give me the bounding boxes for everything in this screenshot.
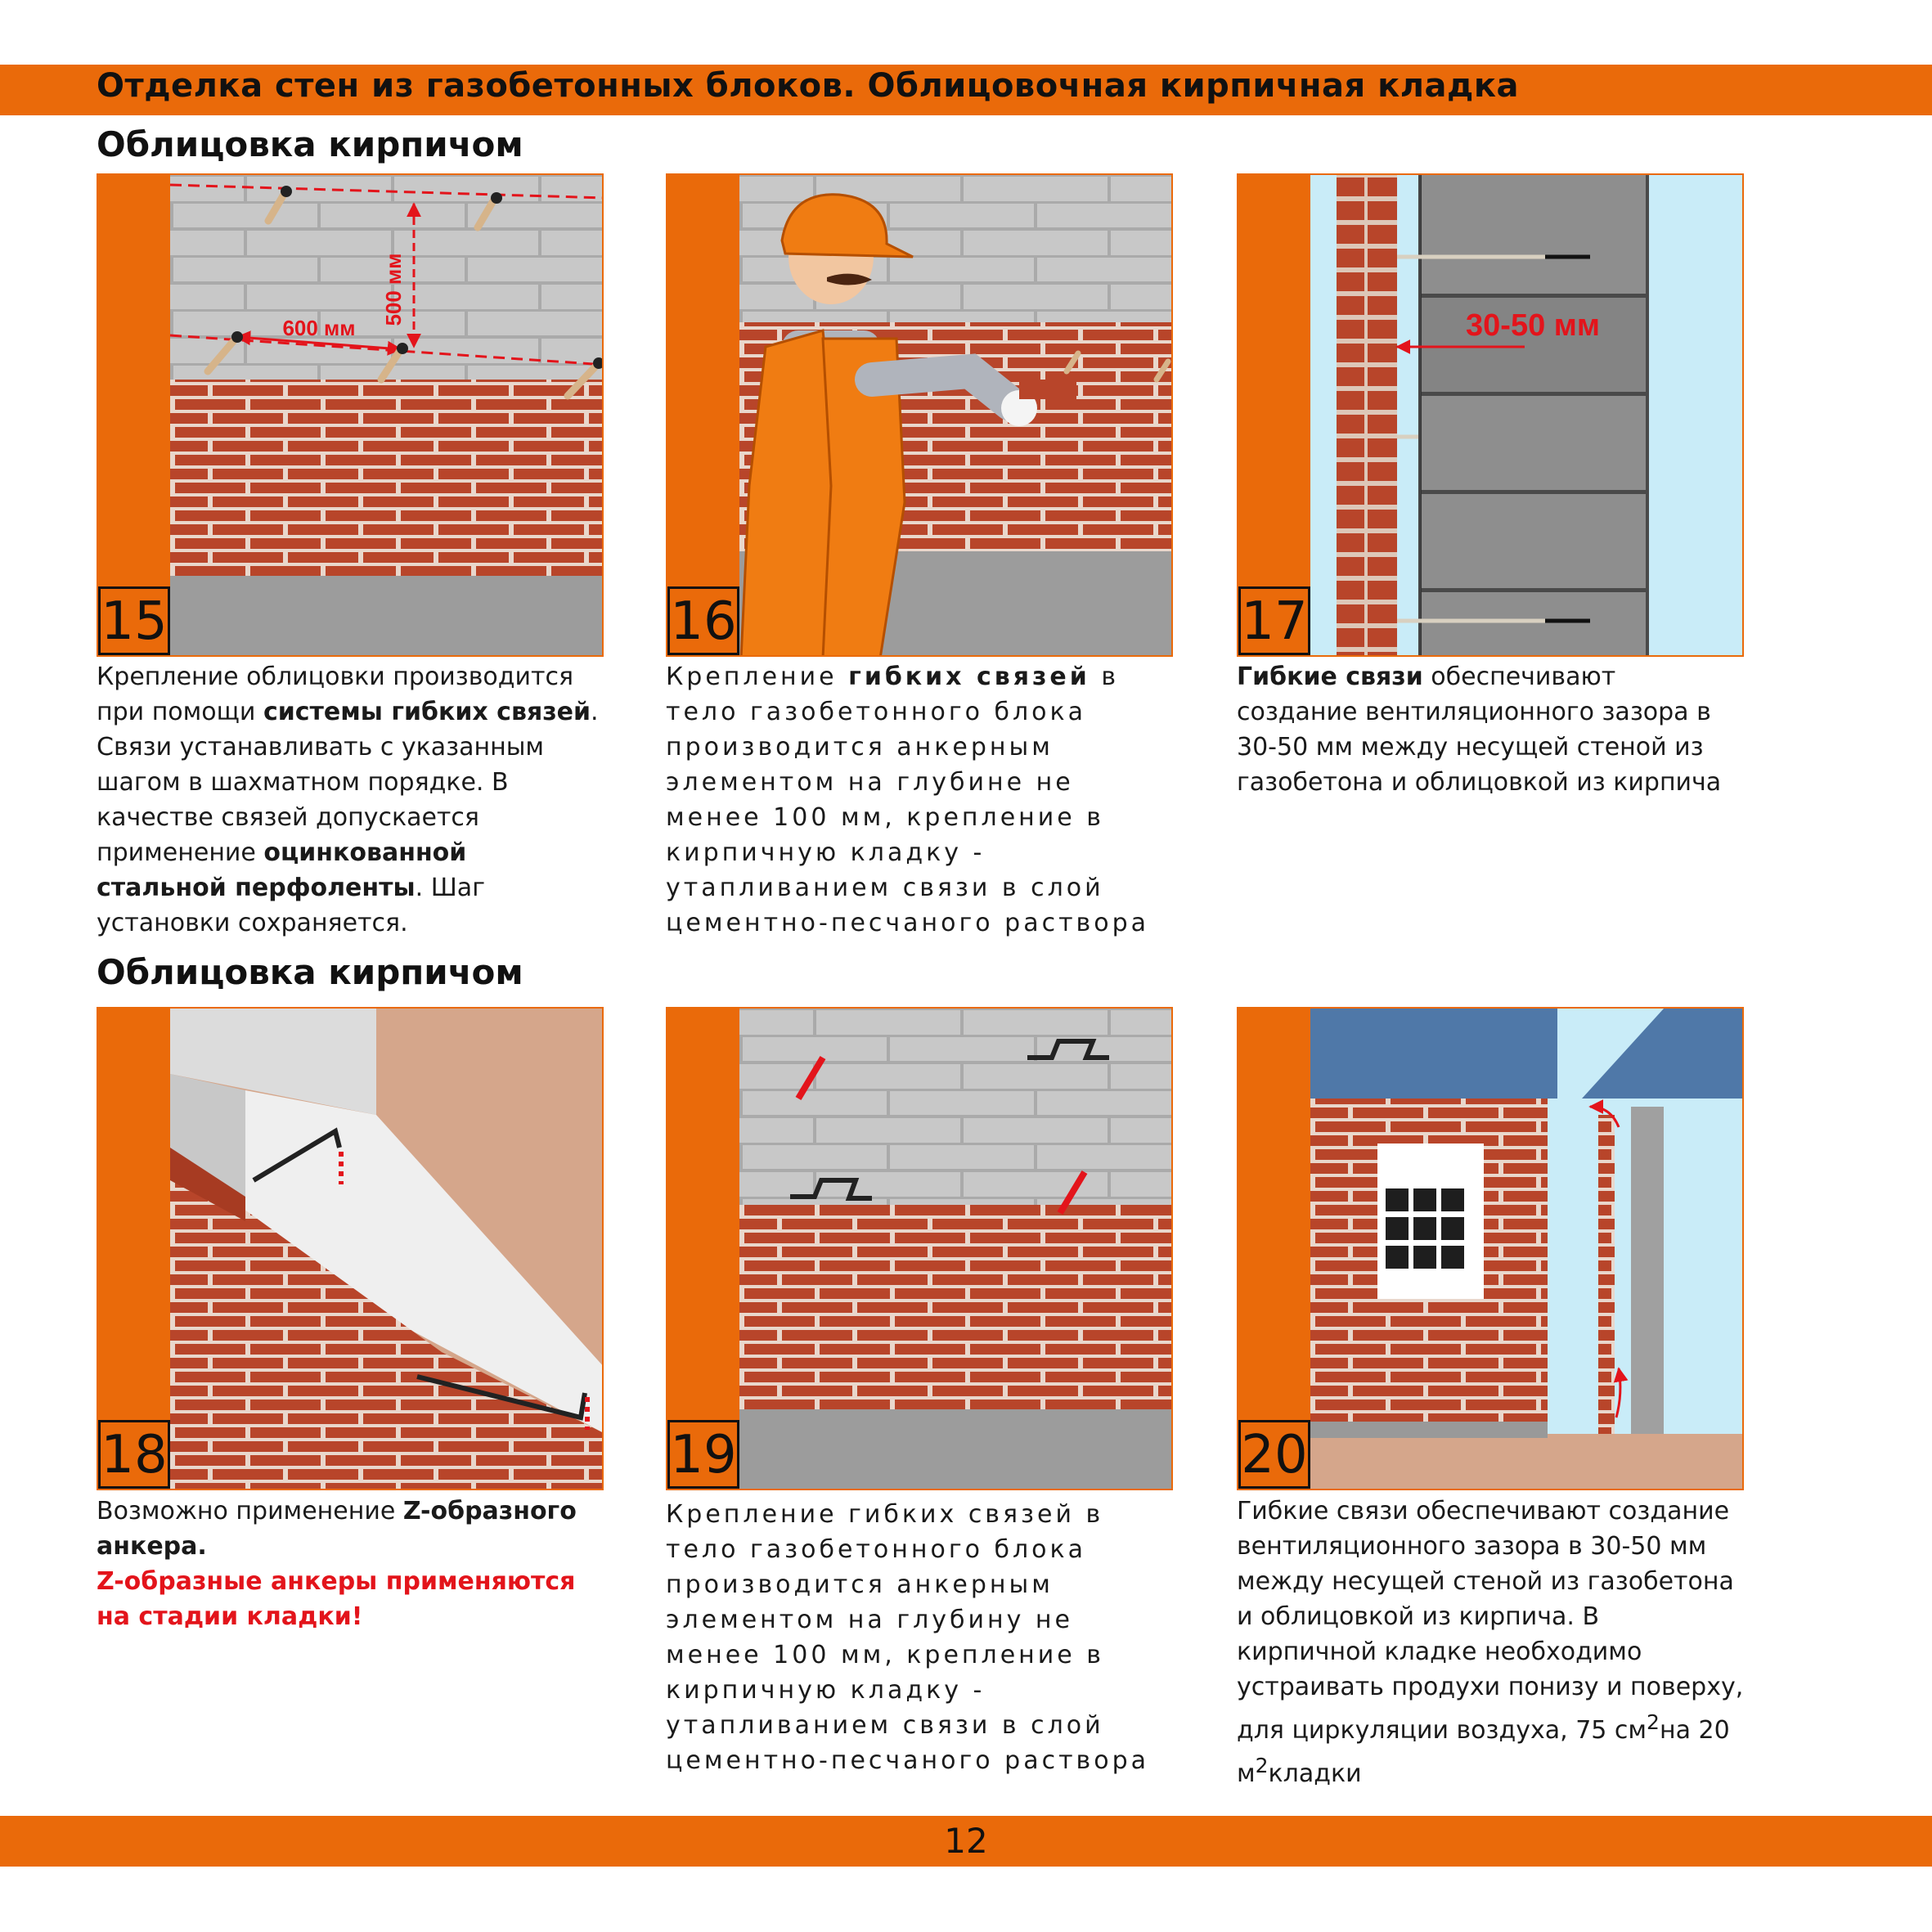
caption-20-sup-1: 2 [1647, 1710, 1660, 1734]
caption-20 [1237, 1494, 1744, 1791]
caption-17 [1237, 659, 1744, 800]
panel-number-18: 18 [98, 1420, 170, 1489]
caption-19: Крепление гибких связей в тело газобетонного блока производится анкерным элементом на глубину не менее 100 мм, крепление в кирпичную кладку - утапливанием связи в слой цементно-песчаного раствора [666, 1500, 1150, 1775]
caption-15-bold-2: оцинкованной стальной перфоленты [97, 838, 467, 902]
panel-number-17: 17 [1238, 586, 1310, 655]
builder-laying-bricks-illustration [667, 175, 1173, 657]
page-number: 12 [944, 1821, 988, 1861]
caption-17-bold-1: Гибкие связи [1237, 663, 1423, 691]
panel-number-20: 20 [1238, 1420, 1310, 1489]
caption-16 [666, 659, 1173, 941]
caption-15-bold-1: системы гибких связей [263, 698, 591, 726]
caption-15-text-2: . Связи устанавливать с указанным шагом в шахматном порядке. В качестве связей допускается применение [97, 698, 599, 867]
caption-15-text-1: Крепление облицовки производится при помощи [97, 663, 574, 726]
spacing-label-horizontal: 600 мм [282, 316, 356, 340]
document-title: Отделка стен из газобетонных блоков. Облицовочная кирпичная кладка [97, 67, 1519, 105]
caption-20-text-2: на 20 м [1237, 1716, 1730, 1788]
flexible-ties-spacing-illustration [98, 175, 604, 657]
caption-18-warning: Z-образные анкеры применяются на стадии кладки! [97, 1567, 576, 1631]
caption-15-text-3: . Шаг установки сохраняется. [97, 874, 485, 937]
tie-embedding-illustration [667, 1009, 1173, 1490]
caption-17-text-1: обеспечивают создание вентиляционного зазора в 30-50 мм между несущей стеной из газобетона и облицовкой из кирпича [1237, 663, 1722, 797]
caption-16-bold-1: гибких связей [848, 663, 1090, 691]
caption-20-text-1: Гибкие связи обеспечивают создание вентиляционного зазора в 30-50 мм между несущей стеной из газобетона и облицовкой из кирпича. В кирпичной кладке необходимо устраивать продухи понизу и поверху, для циркуляции воздуха, 75 см [1237, 1497, 1744, 1745]
illustration-panel-18 [97, 1007, 604, 1490]
panel-number-19: 19 [667, 1420, 739, 1489]
caption-16-text-1: Крепление [666, 663, 849, 691]
ventilation-gap-section-illustration [1238, 175, 1744, 657]
caption-18-text-1: Возможно применение [97, 1497, 403, 1525]
panel-number-15: 15 [98, 586, 170, 655]
section-heading-2: Облицовка кирпичом [97, 952, 523, 992]
illustration-panel-16 [666, 173, 1173, 657]
caption-20-sup-2: 2 [1255, 1754, 1269, 1777]
illustration-panel-20 [1237, 1007, 1744, 1490]
z-shaped-anchor-illustration [98, 1009, 604, 1490]
illustration-panel-15 [97, 173, 604, 657]
spacing-label-vertical: 500 мм [381, 253, 406, 326]
caption-15 [97, 659, 604, 941]
caption-16-text-2: в тело газобетонного блока производится анкерным элементом на глубине не менее 100 мм, крепление в кирпичную кладку - утапливанием связи в слой цементно-песчаного раствора [666, 663, 1150, 937]
caption-20-text-3: кладки [1268, 1759, 1362, 1788]
house-air-vents-illustration [1238, 1009, 1744, 1490]
illustration-panel-19 [666, 1007, 1173, 1490]
panel-number-16: 16 [667, 586, 739, 655]
caption-18 [97, 1494, 604, 1634]
illustration-panel-17 [1237, 173, 1744, 657]
gap-label: 30-50 мм [1466, 308, 1600, 343]
caption-18-bold-1: Z-образного анкера. [97, 1497, 577, 1561]
section-heading-1: Облицовка кирпичом [97, 124, 523, 164]
